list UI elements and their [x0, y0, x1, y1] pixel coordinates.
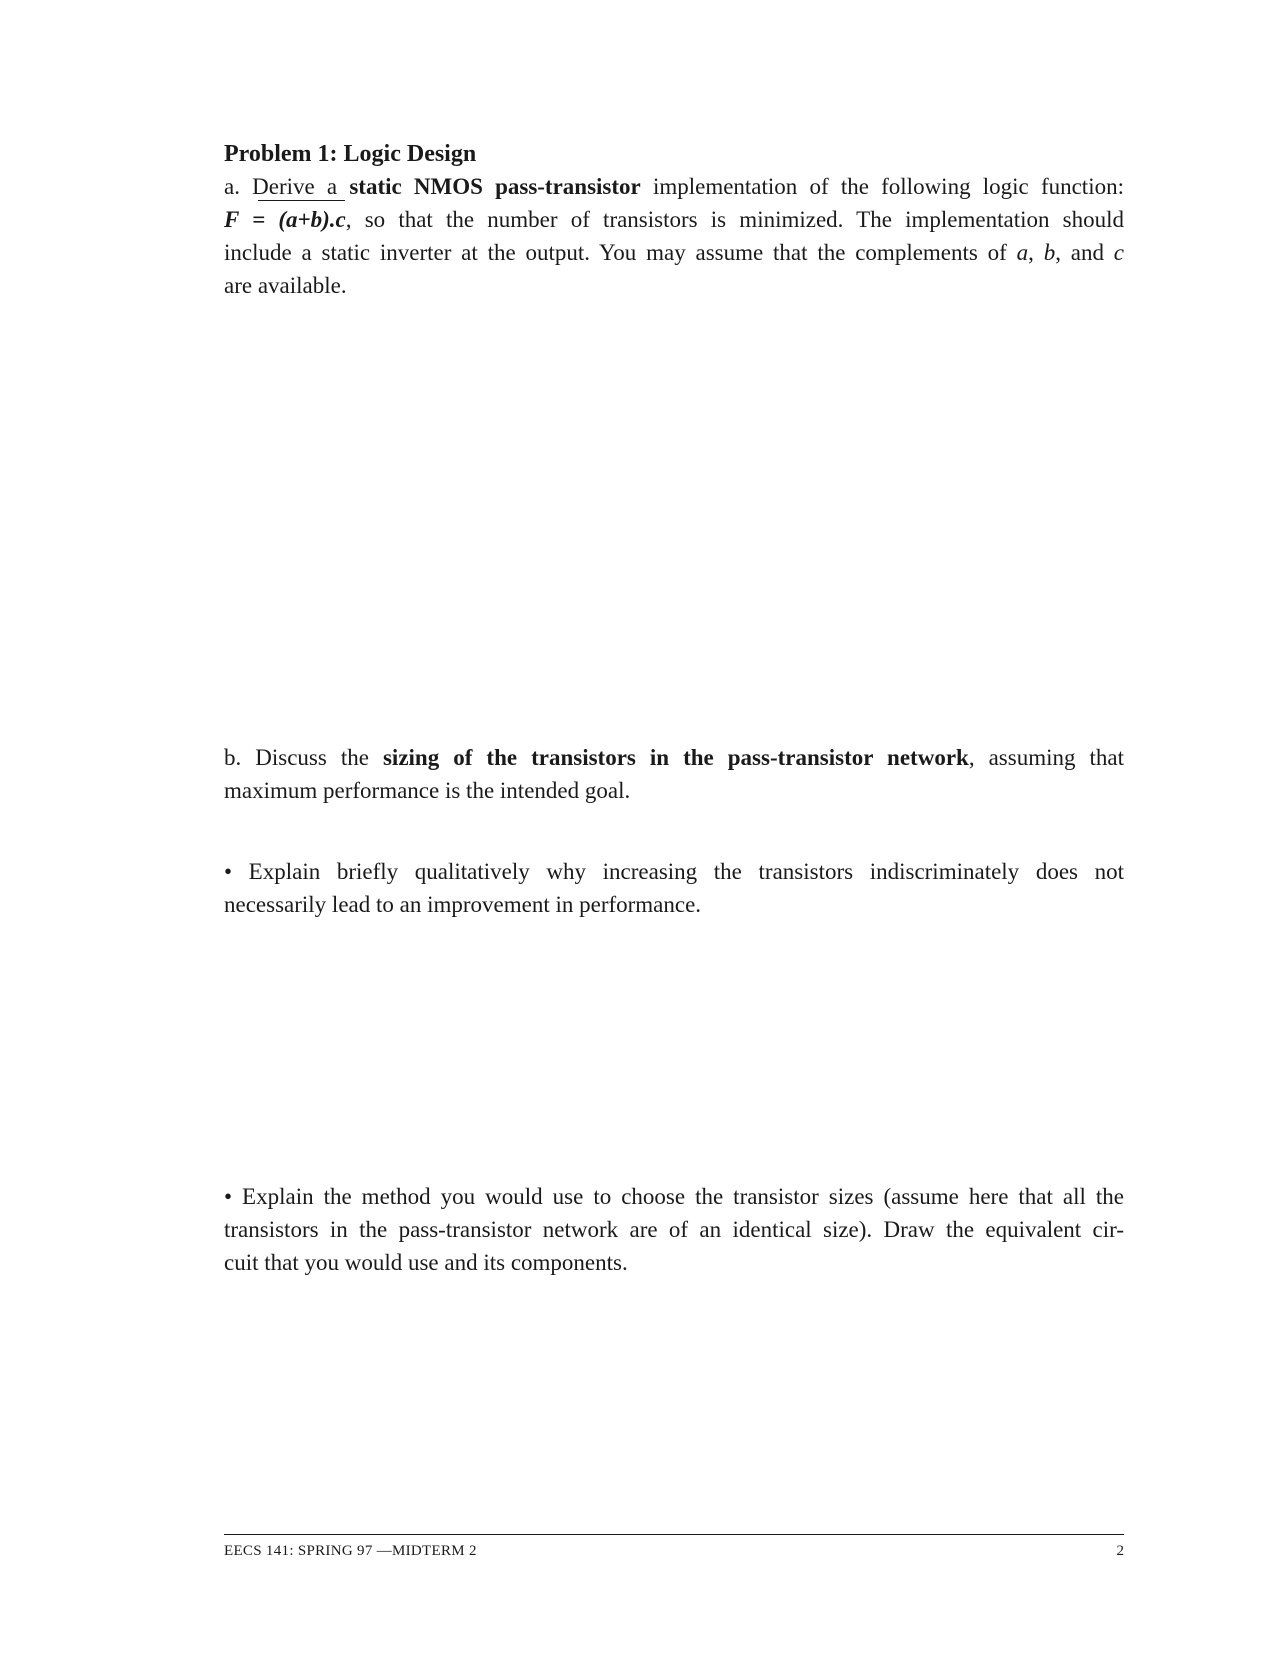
page-number: 2 — [1116, 1543, 1124, 1559]
variable-b: b — [1043, 240, 1056, 265]
part-a-intro: a. Derive a — [224, 174, 350, 199]
part-a-line-2 — [224, 203, 1124, 236]
variable-c: c — [1113, 240, 1124, 265]
part-b-line-2: maximum performance is the intended goal. — [224, 778, 631, 803]
underline-mark — [258, 200, 345, 201]
separator: , and — [1055, 240, 1114, 265]
logic-function-formula: F = (a+b).c — [224, 207, 346, 232]
bullet-1-line-1: • Explain briefly qualitatively why increasing the transistors indiscriminately does not — [224, 859, 1124, 884]
part-a — [224, 170, 1124, 302]
part-b-intro: b. Discuss the — [224, 745, 383, 770]
bullet-2-line-2: transistors in the pass-transistor network are of an identical size). Draw the equivalent cir- — [224, 1217, 1124, 1242]
problem-title: Problem 1: Logic Design — [224, 141, 477, 167]
part-a-line-3 — [224, 236, 1124, 269]
part-b-line-1 — [224, 741, 1124, 774]
part-a-line-1 — [224, 170, 1124, 203]
part-a-line-2-text: , so that the number of transistors is minimized. The implementation should — [345, 207, 1124, 232]
variable-a: a — [1016, 240, 1029, 265]
separator: , — [1028, 240, 1044, 265]
footer-course-label: EECS 141: SPRING 97 —MIDTERM 2 — [224, 1543, 477, 1559]
bullet-1-line-2: necessarily lead to an improvement in performance. — [224, 892, 702, 917]
part-b-key-term: sizing of the transistors in the pass-transistor network — [382, 745, 969, 770]
bullet-2 — [224, 1180, 1124, 1279]
footer-rule — [224, 1534, 1124, 1535]
part-a-line-4: are available. — [224, 273, 347, 298]
part-b — [224, 741, 1124, 807]
part-b-intro-end: , assuming that — [968, 745, 1124, 770]
part-a-key-term: static NMOS pass-transistor — [349, 174, 641, 199]
bullet-1 — [224, 855, 1124, 921]
bullet-2-line-3: cuit that you would use and its components. — [224, 1250, 628, 1275]
bullet-2-line-1: • Explain the method you would use to choose the transistor sizes (assume here that all the — [224, 1184, 1124, 1209]
part-a-line-3-text: include a static inverter at the output. You may assume that the complements of — [224, 240, 1017, 265]
part-a-intro-end: implementation of the following logic function: — [640, 174, 1124, 199]
